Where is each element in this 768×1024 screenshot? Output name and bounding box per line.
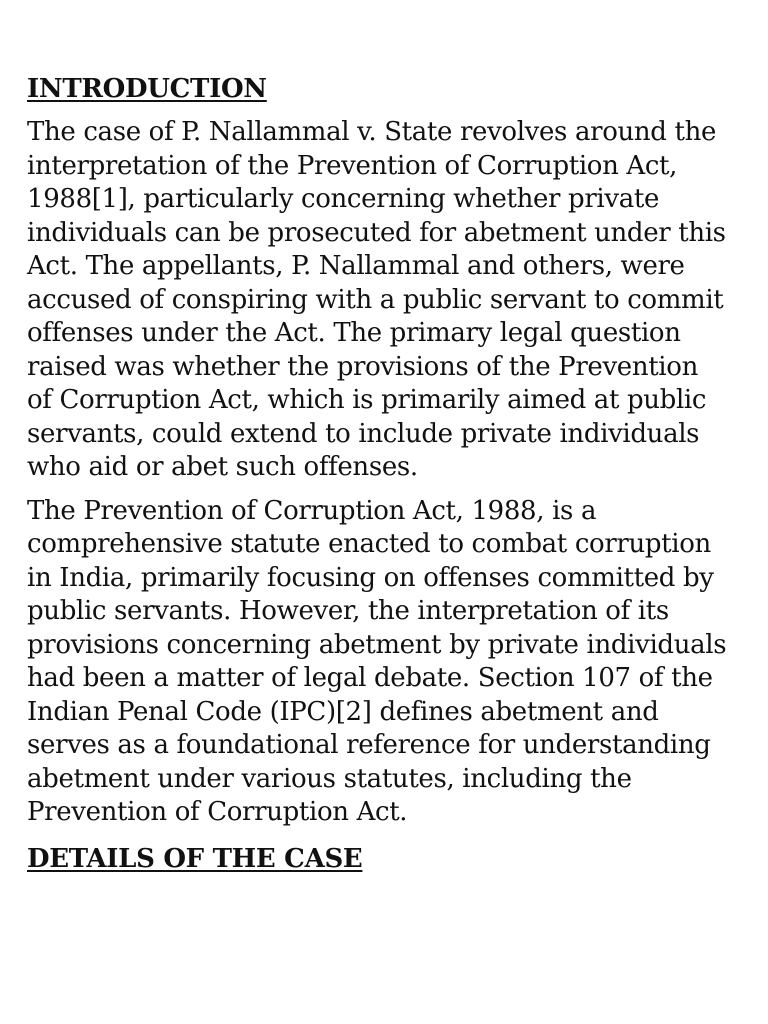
section-heading-introduction: INTRODUCTION	[27, 74, 267, 104]
intro-paragraph-2: The Prevention of Corruption Act, 1988, is a comprehensive statute enacted to combat corruption in India, primarily focusing on offenses committed by public servants. However, the interpretation of its provisions concerning abetment by private individuals had been a matter of legal debate. Section 107 of the Indian Penal Code (IPC)[2] defines abetment and serves as a foundational reference for understanding abetment under various statutes, including the Prevention of Corruption Act.	[27, 495, 727, 827]
document-body	[27, 70, 727, 878]
intro-paragraph-1: The case of P. Nallammal v. State revolves around the interpretation of the Prevention of Corruption Act, 1988[1], particularly concerning whether private individuals can be prosecuted for abetment under this Act. The appellants, P. Nallammal and others, were accused of conspiring with a public servant to commit offenses under the Act. The primary legal question raised was whether the provisions of the Prevention of Corruption Act, which is primarily aimed at public servants, could extend to include private individuals who aid or abet such offenses.	[27, 117, 726, 482]
section-heading-details-of-the-case: DETAILS OF THE CASE	[27, 843, 363, 874]
